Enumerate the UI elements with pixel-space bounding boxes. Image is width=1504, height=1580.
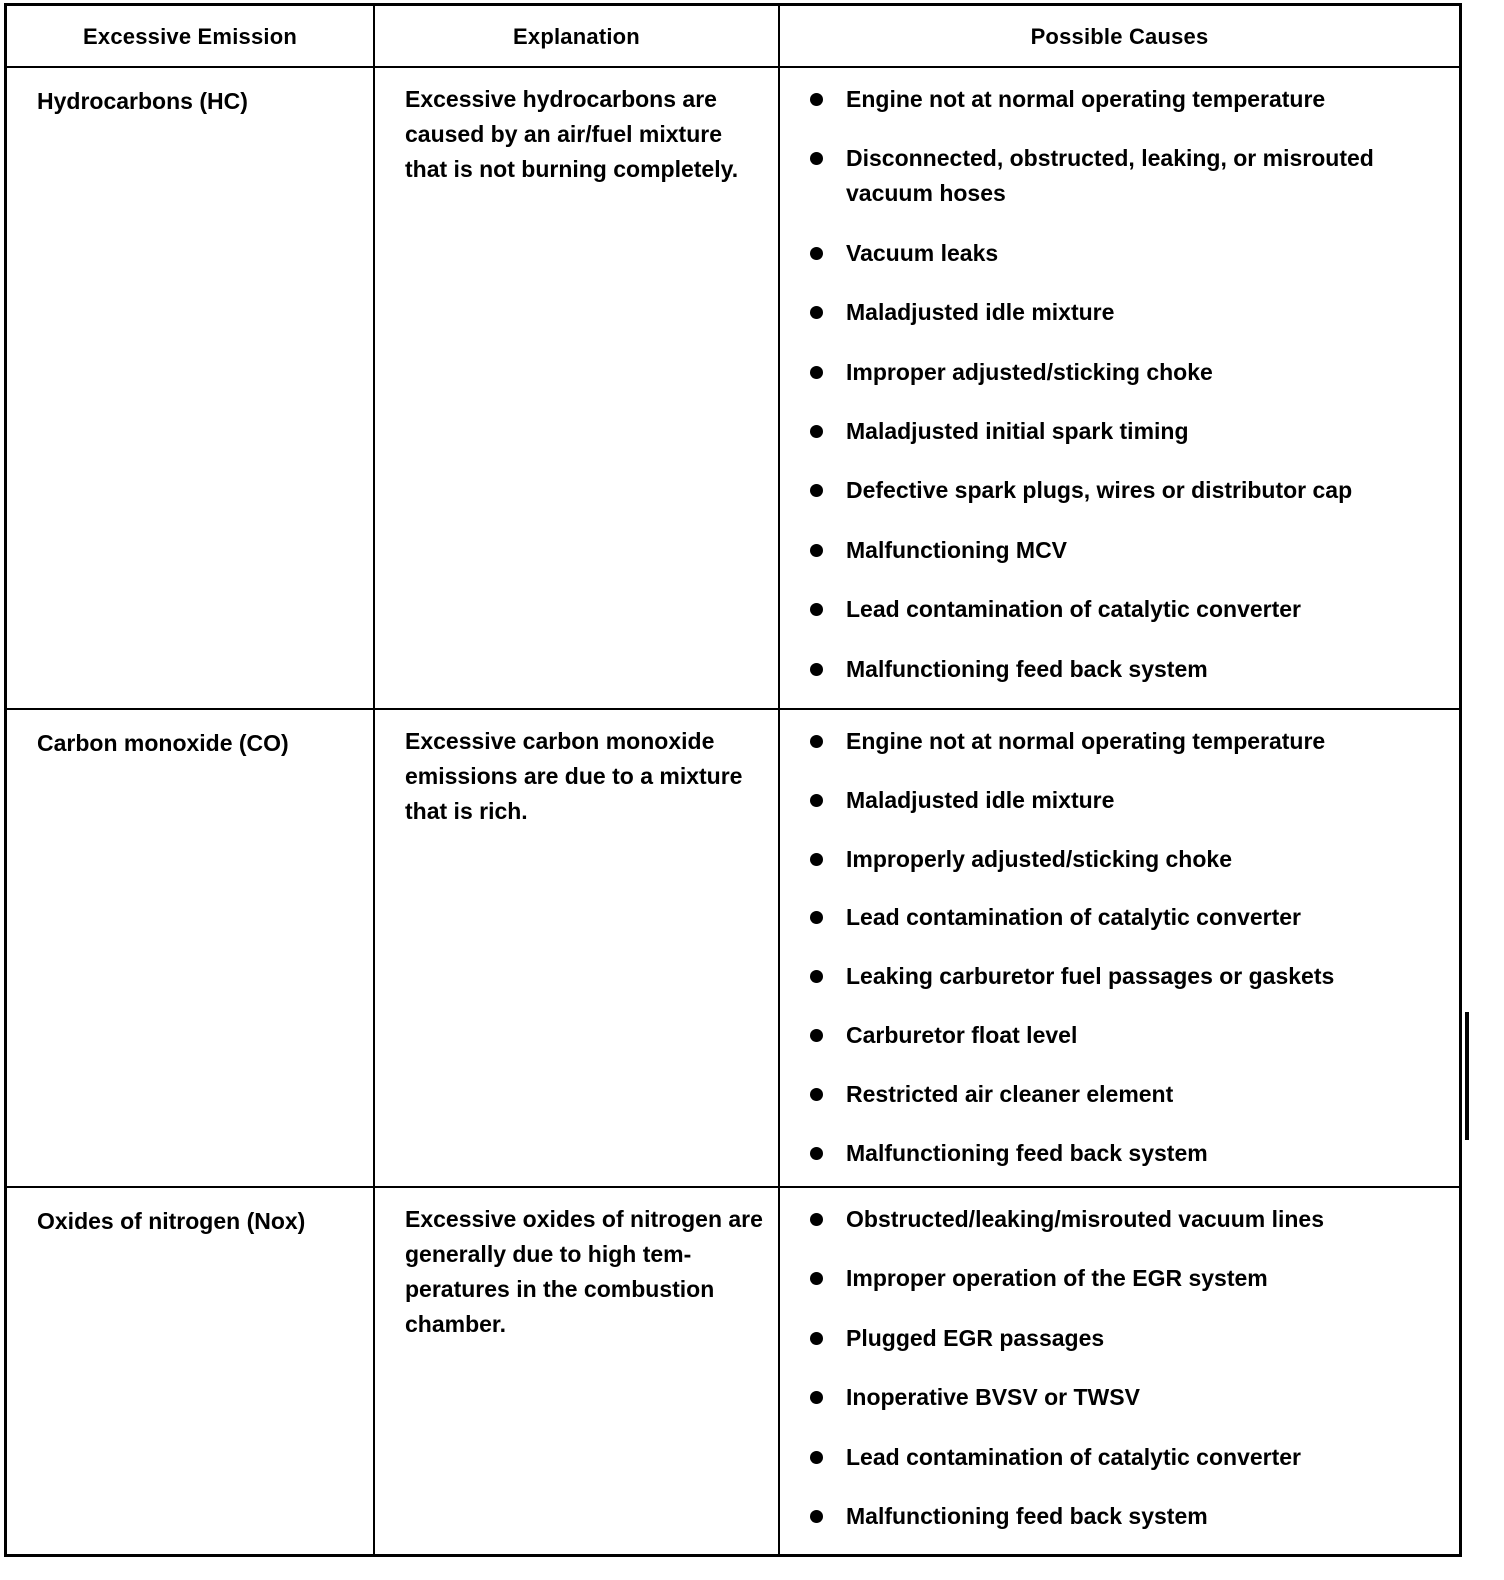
bullet-icon (810, 247, 823, 260)
bullet-icon (810, 1213, 823, 1226)
bullet-icon (810, 603, 823, 616)
cause-item: Carburetor float level (808, 1018, 1449, 1053)
table-row-oxides-of-nitrogen (7, 1188, 1459, 1554)
cause-item: Maladjusted idle mixture (808, 783, 1449, 818)
bullet-icon (810, 306, 823, 319)
cause-item: Malfunctioning feed back system (808, 1136, 1449, 1171)
cause-item: Engine not at normal operating temperature (808, 82, 1449, 117)
table-row-hydrocarbons (7, 68, 1459, 710)
header-possible-causes: Possible Causes (1030, 24, 1209, 49)
header-explanation: Explanation (375, 6, 780, 66)
bullet-icon (810, 735, 823, 748)
bullet-icon (810, 970, 823, 983)
cause-item: Malfunctioning MCV (808, 533, 1449, 568)
cause-item: Vacuum leaks (808, 236, 1449, 271)
causes-list (780, 710, 1459, 1171)
bullet-icon (810, 544, 823, 557)
bullet-icon (810, 425, 823, 438)
bullet-icon (810, 1272, 823, 1285)
bullet-icon (810, 1510, 823, 1523)
emissions-table (4, 3, 1462, 1557)
bullet-icon (810, 1088, 823, 1101)
causes-list (780, 68, 1459, 687)
emission-name: Oxides of nitrogen (Nox) (37, 1208, 306, 1234)
bullet-icon (810, 366, 823, 379)
table-row-carbon-monoxide (7, 710, 1459, 1188)
cause-item: Restricted air cleaner element (808, 1077, 1449, 1112)
causes-list (780, 1188, 1459, 1534)
table-header-row (7, 6, 1459, 68)
bullet-icon (810, 1029, 823, 1042)
cause-item: Defective spark plugs, wires or distributor cap (808, 473, 1449, 508)
bullet-icon (810, 1147, 823, 1160)
scan-margin-mark (1465, 1012, 1469, 1140)
cause-item: Plugged EGR passages (808, 1321, 1449, 1356)
emission-explanation: Excessive hydrocarbons are caused by an air/fuel mixture that is not burning completely. (405, 86, 739, 182)
cause-item: Obstructed/leaking/misrouted vacuum lines (808, 1202, 1449, 1237)
bullet-icon (810, 911, 823, 924)
bullet-icon (810, 1332, 823, 1345)
cause-item: Improperly adjusted/sticking choke (808, 842, 1449, 877)
cause-item: Disconnected, obstructed, leaking, or misrouted vacuum hoses (808, 141, 1449, 211)
bullet-icon (810, 853, 823, 866)
cause-item: Engine not at normal operating temperature (808, 724, 1449, 759)
cause-item: Maladjusted idle mixture (808, 295, 1449, 330)
bullet-icon (810, 794, 823, 807)
cause-item: Lead contamination of catalytic converter (808, 900, 1449, 935)
bullet-icon (810, 1391, 823, 1404)
cause-item: Leaking carburetor fuel passages or gaskets (808, 959, 1449, 994)
bullet-icon (810, 1451, 823, 1464)
emission-explanation: Excessive carbon monoxide emissions are due to a mixture that is rich. (405, 728, 743, 824)
header-excessive-emission: Excessive Emission (7, 6, 375, 66)
emission-name: Hydrocarbons (HC) (37, 88, 248, 114)
emission-name: Carbon monoxide (CO) (37, 730, 289, 756)
bullet-icon (810, 93, 823, 106)
cause-item: Malfunctioning feed back system (808, 1499, 1449, 1534)
cause-item: Improper operation of the EGR system (808, 1261, 1449, 1296)
bullet-icon (810, 663, 823, 676)
bullet-icon (810, 152, 823, 165)
cause-item: Malfunctioning feed back system (808, 652, 1449, 687)
cause-item: Improper adjusted/sticking choke (808, 355, 1449, 390)
cause-item: Inoperative BVSV or TWSV (808, 1380, 1449, 1415)
emission-explanation: Excessive oxides of nitrogen are generally due to high tem-peratures in the combustion chamber. (405, 1206, 763, 1337)
cause-item: Lead contamination of catalytic converter (808, 592, 1449, 627)
cause-item: Maladjusted initial spark timing (808, 414, 1449, 449)
cause-item: Lead contamination of catalytic converter (808, 1440, 1449, 1475)
bullet-icon (810, 484, 823, 497)
